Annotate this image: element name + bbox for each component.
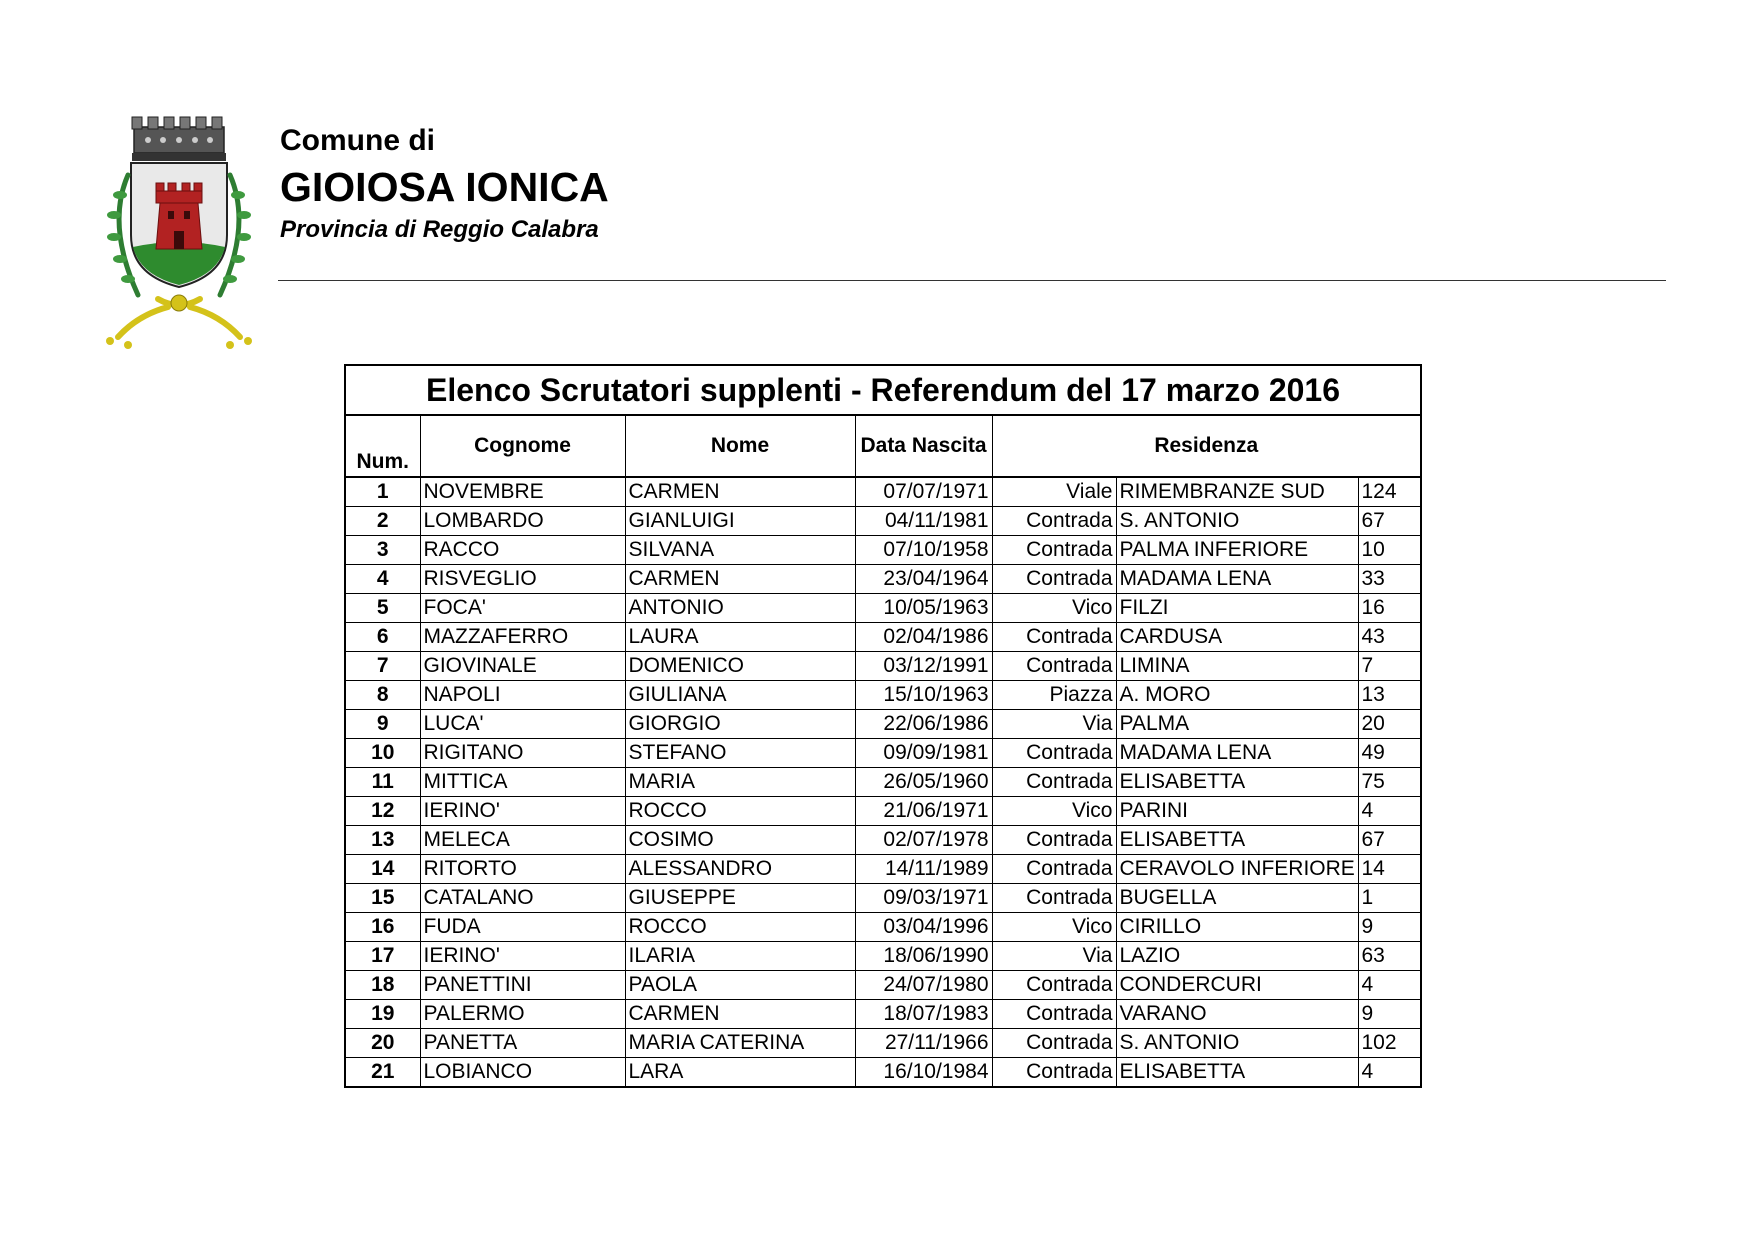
residenza-via-cell: CONDERCURI [1116, 971, 1358, 1000]
row-number: 12 [345, 797, 420, 826]
residenza-tipo-cell: Contrada [992, 739, 1116, 768]
cognome-cell: NAPOLI [420, 681, 625, 710]
data-nascita-cell: 14/11/1989 [855, 855, 992, 884]
residenza-tipo-cell: Vico [992, 913, 1116, 942]
residenza-civico-cell: 14 [1358, 855, 1421, 884]
table-row [345, 768, 1421, 797]
nome-cell: COSIMO [625, 826, 855, 855]
cognome-cell: LUCA' [420, 710, 625, 739]
nome-cell: LAURA [625, 623, 855, 652]
residenza-tipo-cell: Via [992, 942, 1116, 971]
table-row [345, 623, 1421, 652]
data-nascita-cell: 26/05/1960 [855, 768, 992, 797]
row-number: 18 [345, 971, 420, 1000]
row-number: 10 [345, 739, 420, 768]
table-row [345, 855, 1421, 884]
nome-cell: ANTONIO [625, 594, 855, 623]
residenza-civico-cell: 4 [1358, 797, 1421, 826]
row-number: 13 [345, 826, 420, 855]
table-row [345, 681, 1421, 710]
residenza-tipo-cell: Vico [992, 797, 1116, 826]
cognome-cell: RISVEGLIO [420, 565, 625, 594]
table-row [345, 971, 1421, 1000]
residenza-civico-cell: 67 [1358, 507, 1421, 536]
data-nascita-cell: 18/06/1990 [855, 942, 992, 971]
cognome-cell: PANETTA [420, 1029, 625, 1058]
scrutatori-table [344, 364, 1422, 1088]
residenza-via-cell: MADAMA LENA [1116, 565, 1358, 594]
row-number: 7 [345, 652, 420, 681]
residenza-via-cell: ELISABETTA [1116, 826, 1358, 855]
data-nascita-cell: 15/10/1963 [855, 681, 992, 710]
residenza-civico-cell: 4 [1358, 1058, 1421, 1088]
cognome-cell: LOMBARDO [420, 507, 625, 536]
row-number: 8 [345, 681, 420, 710]
residenza-via-cell: CERAVOLO INFERIORE [1116, 855, 1358, 884]
table-row [345, 477, 1421, 507]
residenza-tipo-cell: Contrada [992, 1058, 1116, 1088]
residenza-via-cell: PALMA [1116, 710, 1358, 739]
cognome-cell: CATALANO [420, 884, 625, 913]
cognome-cell: NOVEMBRE [420, 477, 625, 507]
residenza-via-cell: LAZIO [1116, 942, 1358, 971]
residenza-tipo-cell: Contrada [992, 768, 1116, 797]
table-row [345, 1058, 1421, 1088]
residenza-civico-cell: 1 [1358, 884, 1421, 913]
header-divider [278, 280, 1666, 281]
cognome-cell: MELECA [420, 826, 625, 855]
data-nascita-cell: 03/12/1991 [855, 652, 992, 681]
nome-cell: ILARIA [625, 942, 855, 971]
cognome-cell: FUDA [420, 913, 625, 942]
residenza-via-cell: MADAMA LENA [1116, 739, 1358, 768]
residenza-tipo-cell: Contrada [992, 971, 1116, 1000]
row-number: 2 [345, 507, 420, 536]
residenza-civico-cell: 43 [1358, 623, 1421, 652]
table-row [345, 913, 1421, 942]
residenza-tipo-cell: Contrada [992, 565, 1116, 594]
nome-cell: SILVANA [625, 536, 855, 565]
row-number: 4 [345, 565, 420, 594]
nome-cell: STEFANO [625, 739, 855, 768]
municipality-header [280, 122, 609, 246]
residenza-via-cell: ELISABETTA [1116, 1058, 1358, 1088]
nome-cell: ROCCO [625, 797, 855, 826]
row-number: 5 [345, 594, 420, 623]
table-row [345, 594, 1421, 623]
residenza-tipo-cell: Contrada [992, 623, 1116, 652]
table-row [345, 1029, 1421, 1058]
town-name: GIOIOSA IONICA [280, 164, 609, 210]
row-number: 15 [345, 884, 420, 913]
row-number: 6 [345, 623, 420, 652]
data-nascita-cell: 16/10/1984 [855, 1058, 992, 1088]
table-row [345, 710, 1421, 739]
residenza-civico-cell: 67 [1358, 826, 1421, 855]
cognome-cell: IERINO' [420, 942, 625, 971]
data-nascita-cell: 27/11/1966 [855, 1029, 992, 1058]
table-header-row [345, 415, 1421, 477]
residenza-via-cell: FILZI [1116, 594, 1358, 623]
comune-di-label: Comune di [280, 124, 435, 157]
residenza-tipo-cell: Via [992, 710, 1116, 739]
residenza-tipo-cell: Contrada [992, 507, 1116, 536]
residenza-civico-cell: 124 [1358, 477, 1421, 507]
residenza-tipo-cell: Contrada [992, 652, 1116, 681]
residenza-tipo-cell: Contrada [992, 884, 1116, 913]
residenza-tipo-cell: Contrada [992, 1029, 1116, 1058]
residenza-via-cell: PALMA INFERIORE [1116, 536, 1358, 565]
residenza-civico-cell: 9 [1358, 913, 1421, 942]
residenza-tipo-cell: Contrada [992, 826, 1116, 855]
residenza-tipo-cell: Piazza [992, 681, 1116, 710]
residenza-tipo-cell: Contrada [992, 1000, 1116, 1029]
nome-cell: GIUSEPPE [625, 884, 855, 913]
data-nascita-cell: 18/07/1983 [855, 1000, 992, 1029]
nome-cell: DOMENICO [625, 652, 855, 681]
residenza-via-cell: VARANO [1116, 1000, 1358, 1029]
row-number: 11 [345, 768, 420, 797]
residenza-tipo-cell: Contrada [992, 536, 1116, 565]
row-number: 21 [345, 1058, 420, 1088]
cognome-cell: GIOVINALE [420, 652, 625, 681]
residenza-via-cell: A. MORO [1116, 681, 1358, 710]
cognome-cell: RACCO [420, 536, 625, 565]
row-number: 1 [345, 477, 420, 507]
cognome-cell: MAZZAFERRO [420, 623, 625, 652]
table-row [345, 1000, 1421, 1029]
nome-cell: LARA [625, 1058, 855, 1088]
row-number: 3 [345, 536, 420, 565]
table-row [345, 652, 1421, 681]
residenza-civico-cell: 9 [1358, 1000, 1421, 1029]
table-row [345, 942, 1421, 971]
cognome-cell: LOBIANCO [420, 1058, 625, 1088]
col-data-nascita: Data Nascita [855, 415, 992, 477]
residenza-civico-cell: 20 [1358, 710, 1421, 739]
residenza-via-cell: BUGELLA [1116, 884, 1358, 913]
residenza-civico-cell: 33 [1358, 565, 1421, 594]
data-nascita-cell: 03/04/1996 [855, 913, 992, 942]
row-number: 19 [345, 1000, 420, 1029]
nome-cell: ROCCO [625, 913, 855, 942]
residenza-via-cell: S. ANTONIO [1116, 1029, 1358, 1058]
table-row [345, 565, 1421, 594]
nome-cell: MARIA [625, 768, 855, 797]
cognome-cell: FOCA' [420, 594, 625, 623]
municipal-crest-icon [98, 115, 260, 351]
nome-cell: GIORGIO [625, 710, 855, 739]
residenza-via-cell: RIMEMBRANZE SUD [1116, 477, 1358, 507]
cognome-cell: RITORTO [420, 855, 625, 884]
data-nascita-cell: 22/06/1986 [855, 710, 992, 739]
data-nascita-cell: 09/09/1981 [855, 739, 992, 768]
col-residenza: Residenza [992, 415, 1421, 477]
data-nascita-cell: 23/04/1964 [855, 565, 992, 594]
table-row [345, 884, 1421, 913]
nome-cell: PAOLA [625, 971, 855, 1000]
residenza-via-cell: ELISABETTA [1116, 768, 1358, 797]
data-nascita-cell: 02/07/1978 [855, 826, 992, 855]
residenza-via-cell: PARINI [1116, 797, 1358, 826]
table-row [345, 826, 1421, 855]
row-number: 16 [345, 913, 420, 942]
residenza-civico-cell: 13 [1358, 681, 1421, 710]
table-row [345, 797, 1421, 826]
nome-cell: CARMEN [625, 477, 855, 507]
cognome-cell: MITTICA [420, 768, 625, 797]
data-nascita-cell: 07/10/1958 [855, 536, 992, 565]
nome-cell: CARMEN [625, 565, 855, 594]
data-nascita-cell: 10/05/1963 [855, 594, 992, 623]
nome-cell: CARMEN [625, 1000, 855, 1029]
data-nascita-cell: 09/03/1971 [855, 884, 992, 913]
residenza-tipo-cell: Vico [992, 594, 1116, 623]
nome-cell: MARIA CATERINA [625, 1029, 855, 1058]
residenza-civico-cell: 49 [1358, 739, 1421, 768]
data-nascita-cell: 24/07/1980 [855, 971, 992, 1000]
nome-cell: ALESSANDRO [625, 855, 855, 884]
data-nascita-cell: 07/07/1971 [855, 477, 992, 507]
nome-cell: GIANLUIGI [625, 507, 855, 536]
table-title: Elenco Scrutatori supplenti - Referendum del 17 marzo 2016 [345, 365, 1421, 415]
row-number: 9 [345, 710, 420, 739]
data-nascita-cell: 02/04/1986 [855, 623, 992, 652]
table-row [345, 507, 1421, 536]
cognome-cell: PANETTINI [420, 971, 625, 1000]
row-number: 17 [345, 942, 420, 971]
data-nascita-cell: 21/06/1971 [855, 797, 992, 826]
residenza-civico-cell: 7 [1358, 652, 1421, 681]
row-number: 14 [345, 855, 420, 884]
province-name: Provincia di Reggio Calabra [280, 216, 599, 243]
col-nome: Nome [625, 415, 855, 477]
col-num: Num. [345, 415, 420, 477]
col-cognome: Cognome [420, 415, 625, 477]
cognome-cell: PALERMO [420, 1000, 625, 1029]
residenza-via-cell: CARDUSA [1116, 623, 1358, 652]
residenza-via-cell: S. ANTONIO [1116, 507, 1358, 536]
residenza-civico-cell: 16 [1358, 594, 1421, 623]
data-nascita-cell: 04/11/1981 [855, 507, 992, 536]
residenza-via-cell: CIRILLO [1116, 913, 1358, 942]
nome-cell: GIULIANA [625, 681, 855, 710]
table-row [345, 536, 1421, 565]
residenza-tipo-cell: Contrada [992, 855, 1116, 884]
residenza-tipo-cell: Viale [992, 477, 1116, 507]
residenza-civico-cell: 75 [1358, 768, 1421, 797]
cognome-cell: RIGITANO [420, 739, 625, 768]
table-body [345, 477, 1421, 1087]
residenza-civico-cell: 63 [1358, 942, 1421, 971]
residenza-civico-cell: 102 [1358, 1029, 1421, 1058]
residenza-civico-cell: 4 [1358, 971, 1421, 1000]
row-number: 20 [345, 1029, 420, 1058]
residenza-via-cell: LIMINA [1116, 652, 1358, 681]
residenza-civico-cell: 10 [1358, 536, 1421, 565]
cognome-cell: IERINO' [420, 797, 625, 826]
table-row [345, 739, 1421, 768]
